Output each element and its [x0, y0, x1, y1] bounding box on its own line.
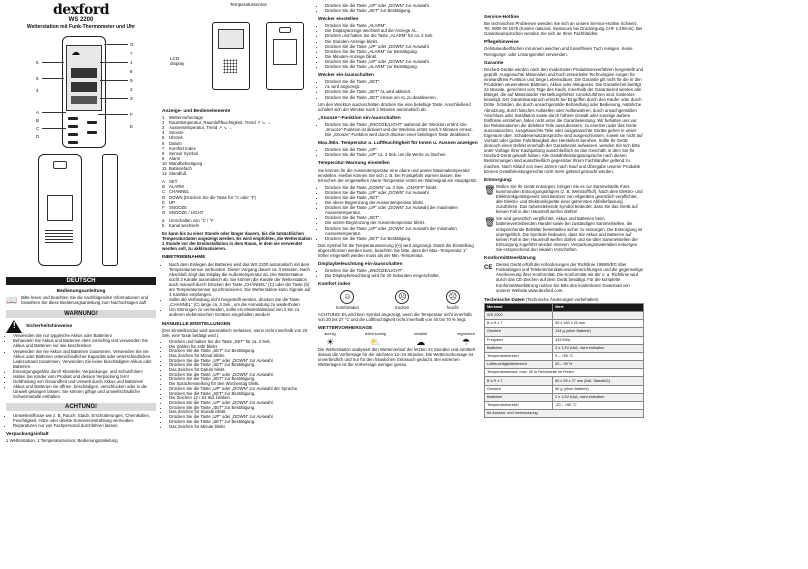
- speaker-grille: [45, 229, 73, 243]
- table-cell: 50 g (ohne Batterie): [553, 385, 644, 393]
- list-item: • Drücken Sie die Taste „SET“.: [325, 195, 478, 200]
- table-cell: 2 x 1,5V AAA, nicht enthalten: [553, 393, 644, 401]
- callout-line: [42, 62, 64, 63]
- table-row: [485, 336, 644, 344]
- list-item: • Drücken Sie die Taste „SET“ zur Bestätigung.: [325, 236, 478, 241]
- list-item: Uhrzeit: [169, 135, 183, 141]
- table-cell: B x H x T: [485, 377, 553, 385]
- list-item: • Die Zahlen für Jahr blinkt.: [169, 345, 312, 350]
- list-item: • Die Minuten-Anzeige blinkt.: [325, 54, 478, 59]
- list-number: 12: [162, 171, 167, 177]
- sensor-hanger: [279, 27, 291, 33]
- list-item: • Drücken Sie die Taste „SNOOZE/LIGHT“.: [325, 268, 478, 273]
- list-number: 1: [162, 115, 165, 121]
- column-3: [318, 3, 478, 370]
- callout-right: 8: [130, 69, 133, 74]
- smiley-sad-icon: ☹: [446, 290, 460, 304]
- outdoor-temp-digits: [71, 82, 97, 92]
- callout-left: 5: [36, 60, 39, 65]
- brand-logo: dexford: [52, 2, 110, 18]
- table-header-cell: Merkmal: [485, 303, 553, 311]
- komfort-item: [395, 290, 409, 310]
- table-cell: Temperaturbereich: [485, 402, 553, 410]
- acclimatize-note: Es kann bis zu einer Stunde oder länger dauern, bis die tatsächlichen Temperaturdaten angezeigt werden. Es wird empfohlen, die Wetterstation 1 Stunde vor der Erstinstallation in dem Raum, in dem sie verwendet werden soll, zu akklimatisieren.: [162, 231, 312, 252]
- list-item: • Gefährdung von Gesundheit und Umwelt durch Akkus und Batterien!: [13, 379, 156, 384]
- list-item: • Drücken Sie die Taste „ALARM“.: [325, 23, 478, 28]
- licht-list: [318, 268, 478, 278]
- table-cell: Gewicht: [485, 385, 553, 393]
- language-bar: DEUTSCH: [6, 277, 156, 285]
- station-button[interactable]: [68, 141, 78, 144]
- wetter-text: Die Wetterstation analysiert den Wetterverlauf der letzten 24 Stunden und ermittelt daraus die Vorhersage für die nächsten 12–24 Stunden. Die Wettervorhersage ist unverbindlich und nur für den häuslichen Gebrauch gedacht. Bei extremen Wetterlagen ist die Vorhersage weniger genau.: [318, 347, 475, 368]
- wall-mount-slot: [53, 161, 67, 169]
- wecker-list: [318, 23, 478, 69]
- forecast-cloud-icon: ☁: [71, 47, 80, 57]
- sun-cloud-icon: ⛅: [369, 337, 381, 348]
- forecast-item: [363, 332, 387, 347]
- wecker-heading: Wecker einstellen: [318, 17, 359, 23]
- table-cell: 134 g (ohne Batterie): [553, 328, 644, 336]
- callout-left: C: [36, 126, 40, 131]
- list-number: 10: [162, 160, 167, 166]
- sun-icon: ☀: [325, 337, 335, 348]
- smiley-happy-icon: ☺: [340, 290, 354, 304]
- list-item: • Drücken Sie die Taste „SET“.: [325, 215, 478, 220]
- sicherheit-heading: Sicherheitshinweise: [26, 324, 73, 330]
- wetter-icons: [318, 332, 478, 347]
- tech-table: [484, 303, 644, 419]
- table-row: [485, 402, 644, 410]
- anzeige-heading: Anzeige- und Bedienelemente: [162, 109, 231, 114]
- inbetrieb-list: [162, 262, 312, 318]
- komfort-label: komfortabel: [336, 304, 359, 310]
- tempalarm-list: [318, 185, 478, 241]
- inbetrieb-heading: INBETRIEBNAHME: [162, 255, 206, 261]
- maxmin-list: [318, 147, 478, 157]
- komfort-note: ACHTUNG! Es wird kein Symbol angezeigt, wenn die Temperatur nicht innerhalb von 20 bis 27 °C und die Luftfeuchtigkeit nicht innerhalb von 40 bis 70 % liegt.: [318, 311, 472, 322]
- battery-compartment: [47, 195, 73, 221]
- list-letter: A: [162, 179, 165, 185]
- list-item: • AL wird angezeigt.: [325, 84, 478, 89]
- callout-line: [42, 78, 64, 79]
- table-row: [485, 369, 644, 377]
- table-cell: 90 x 160 x 20 mm: [553, 320, 644, 328]
- table-header-cell: Wert: [553, 303, 644, 311]
- model-name: WS 2200: [68, 17, 94, 23]
- konform-block: [484, 262, 644, 293]
- list-item: • Die Stunden-Anzeige blinkt.: [325, 39, 478, 44]
- list-item: SNOOZE: [169, 204, 188, 210]
- table-row: [485, 328, 644, 336]
- list-item: Batteriefach: [169, 166, 192, 172]
- callout-right: 2: [130, 87, 133, 92]
- list-letter: a: [162, 217, 165, 223]
- forecast-label: regnerisch: [457, 331, 475, 336]
- warning-bar: WARNUNG!: [6, 310, 156, 318]
- warning-triangle-icon: !: [6, 320, 22, 333]
- table-cell: 0 – +50 °C: [553, 352, 644, 360]
- callout-right: 7: [130, 51, 133, 56]
- list-item: • Drücken Sie die Taste „SET“ zur Bestätigung.: [169, 406, 312, 411]
- manuelle-heading: MANUELLE EINSTELLUNGEN: [162, 321, 231, 327]
- callout-line: [98, 114, 128, 115]
- list-item: • Drücken Sie die Taste „UP“ oder „DOWN“ zur Auswahl der minimalen Aussentemperatur.: [325, 226, 478, 236]
- list-letter: C: [162, 189, 166, 195]
- list-item: • Das Zeichen für Datum blinkt.: [169, 368, 312, 373]
- table-cell: Batterien: [485, 393, 553, 401]
- list-item: • Drücken Sie die Taste „UP“ ca. 3 Sek. um die Werte zu löschen.: [325, 152, 478, 157]
- list-item: • Drücken Sie die Taste „SNOOZE/LIGHT“ während der Weckton ertönt. Die „Snooze“-Funktion ist aktiviert und der Weckton ertönt nach 5 Minuten erneut. Die „Snooze“-Funktion wird durch drücken einer beliebigen Taste deaktiviert.: [325, 122, 478, 137]
- list-item: • Drücken Sie die Taste „UP“ oder „DOWN“ zur Auswahl der maximalen Aussentemperatur.: [325, 205, 478, 215]
- station-display: [66, 45, 102, 111]
- callout-line: [42, 112, 66, 113]
- table-row: [485, 320, 644, 328]
- table-cell: 60 x 95 x 27 mm (inkl. Standfuß): [553, 377, 644, 385]
- list-letter: B: [162, 184, 165, 190]
- list-item: • Entsorgungsgefahr durch Kleinteile, Verpackungs- und Schutzfolien!: [13, 369, 156, 374]
- sensor-battery-compartment: [273, 39, 297, 65]
- table-cell: Temperatursensor, max. 30 m Reichweite im Freien: [485, 369, 644, 377]
- table-cell: Gewicht: [485, 328, 553, 336]
- table-row: [485, 352, 644, 360]
- station-front-illustration: [62, 36, 106, 148]
- list-item: • Drücken Sie die Taste „ALARM“ zur Bestätigung.: [325, 49, 478, 54]
- list-item: • Drücken Sie die Taste „UP“ oder „DOWN“ zur Auswahl.: [325, 59, 478, 64]
- list-item: Raumtemperatur, Raumluftfeuchtigkeit, Trend ↗ ↘ →: [169, 120, 271, 126]
- station-button[interactable]: [68, 133, 78, 136]
- list-letter: F: [162, 204, 165, 210]
- callout-right: G: [130, 42, 134, 47]
- list-number: 5: [162, 135, 165, 141]
- table-row: [485, 385, 644, 393]
- station-button[interactable]: [87, 121, 97, 124]
- sensor-front-illustration: [212, 22, 250, 90]
- callout-left: 6: [36, 76, 39, 81]
- garantie-text: Dexford-Geräte werden nach den modernsten Produktionsverfahren hergestellt und geprüft. Ausgesuchte Materialien und hoch entwickelte Technologien sorgen für einwandfreie Funktion und lange Lebensdauer. Die Garantie gilt nicht für die in den Produkten verwendeten Batterien, Akkus oder Akkupacks. Die Garantiezeit beträgt 24 Monate, gerechnet vom Tage des Kaufs. Innerhalb der Garantiezeit werden alle Mängel, die auf Materialoder Herstellungsfehler zurückzuführen sind, kostenlos beseitigt. Der Garantieanspruch erlischt bei Eingriffen durch den Käufer oder durch Dritte. Schäden, die durch unsachgemäße Behandlung oder Bedienung, natürliche Abnutzung, durch falsches Aufstellen oder Aufbewahren, durch unsachgemäßen Anschluss oder Installation sowie durch höhere Gewalt oder sonstige äußere Einflüsse entstehen, fallen nicht unter die Garantieleistung. Wir behalten uns vor, bei Reklamationen die defekten Teile auszubessern, zu ersetzen oder das Gerät auszutauschen. Ausgetauschte Teile oder ausgetauschte Geräte gehen in unser Eigentum über. Schadenersatzansprüche sind ausgeschlossen, soweit sie nicht auf Vorsatz oder grober Fahrlässigkeit des Herstellers beruhen. Sollte Ihr Gerät dennoch einen Defekt innerhalb der Garantiezeit aufweisen, wenden Sie sich bitte unter Vorlage Ihrer Kaufquittung ausschließlich an das Geschäft, in dem Sie Ihr Dexford-Gerät gekauft haben. Alle Gewährleistungsansprüche nach diesen Bestimmungen sind ausschließlich gegenüber Ihrem Fachhändler geltend zu machen. Nach Ablauf von zwei Jahren nach Kauf und Übergabe unserer Produkte können Gewährleistungsrechte nicht mehr geltend gemacht werden.: [484, 66, 644, 174]
- list-item: SET: [169, 179, 178, 185]
- entsorgung-block-2: [484, 216, 644, 252]
- forecast-item: [454, 332, 478, 347]
- maxmin-heading: Max./Min. Temperatur u. Luftfeuchtigkeit für Innen u. Aussen anzeigen: [318, 141, 478, 147]
- column-1: [6, 0, 156, 445]
- garantie-heading: Garantie: [484, 60, 504, 66]
- table-cell: 2 x 1,5V AAA, nicht enthalten: [553, 344, 644, 352]
- list-letter: G: [162, 209, 166, 215]
- table-cell: Temperaturbereich: [485, 352, 553, 360]
- list-item: • Drücken Sie die Taste „UP“ oder „DOWN“ zur Auswahl.: [169, 401, 312, 406]
- list-item: Snooze: [169, 130, 184, 136]
- list-number: 8: [162, 150, 165, 156]
- tech-heading: Technische Daten: [484, 297, 525, 303]
- komfort-icons: [318, 290, 478, 310]
- list-item: • Drücken Sie die Taste „UP“ oder „DOWN“ zur Auswahl.: [169, 415, 312, 420]
- table-cell: für Aussen- und Innennutzung: [485, 410, 644, 418]
- list-number: 7: [162, 145, 165, 151]
- list-item: • Drücken Sie die Taste „SET“.: [325, 79, 478, 84]
- callout-line: [100, 62, 128, 63]
- tempalarm-note: Das Symbol für die Temperaturwarnung ((•)) wird angezeigt. Damit die Einstellung abgeschlossen werden kann, beachten Sie bitte, dass der Max.-Temperatur 1° höher eingestellt werden muss als der Min.-Temperatur.: [318, 242, 474, 259]
- crossed-bin-battery-icon: 🗑: [484, 217, 496, 228]
- tech-heading-note: (Technische Änderungen vorbehalten): [525, 296, 599, 302]
- table-cell: Frequenz: [485, 336, 553, 344]
- list-item: • Drücken Sie die Taste „UP“ oder „DOWN“ zur Auswahl.: [169, 373, 312, 378]
- callout-right: 3: [130, 96, 133, 101]
- station-button[interactable]: [87, 131, 97, 134]
- list-item: Aussentemperatur, Trend ↗ ↘ →: [169, 125, 233, 131]
- list-item: • Drücken Sie die Taste „ALARM“ zur Bestätigung.: [325, 64, 478, 69]
- list-item: • Drücken und halten Sie die Taste „SET“ für ca. 2 Sek.: [169, 340, 312, 345]
- top-continuation-list: [318, 3, 478, 13]
- station-side-illustration: [102, 154, 118, 266]
- komfort-item: [336, 290, 358, 310]
- pflege-text: Gehäuseoberflächen mit einem weichen und fusselfreien Tuch reinigen. Keine Reinigungs- oder Lösungsmittel verwenden.: [484, 46, 633, 57]
- forecast-item: [318, 332, 342, 347]
- forecast-item: [409, 332, 433, 347]
- list-item: • Behandeln Sie Akkus und Batterien stets vorsichtig und verwenden Sie Akkus und Batterien nur wie beschrieben.: [13, 338, 156, 348]
- sensor-figure: [162, 0, 312, 105]
- table-cell: [553, 311, 644, 319]
- achtung-bar: ACHTUNG!: [6, 403, 156, 411]
- konform-heading: Konformitätserklärung: [484, 256, 536, 262]
- table-row: [485, 377, 644, 385]
- list-item: • Drücken Sie die Taste „SET“ zur Bestätigung.: [169, 377, 312, 382]
- list-number: 11: [162, 166, 167, 172]
- list-item: • Die obere Begrenzung der Aussentemperatur blinkt.: [325, 200, 478, 205]
- book-icon: 📖: [6, 295, 18, 306]
- list-item: • Drücken Sie die Taste „UP“ oder „DOWN“ zur Auswahl.: [325, 190, 478, 195]
- callout-line: [42, 128, 66, 129]
- list-number: 6: [162, 140, 165, 146]
- entsorgung-text-2: Sie sind gesetzlich verpflichtet, Akkus und Batterien beim batterievertreibenden Handel sowie bei zuständigen Sammelstellen, die entsprechende Behälter bereitstellen sicher zu entsorgen. Die Entsorgung ist unentgeltlich. Die Symbole bedeuten, dass Sie Akkus und Batterien auf keinen Fall in den Hausmüll werfen dürfen und sie über Sammelstellen der Entsorgung zugeführt werden müssen. Verpackungsmaterialien entsorgen Sie entsprechend den lokalen Vorschriften.: [496, 216, 643, 252]
- list-item: • Nach dem Einlegen der Batterien wird das WS 2200 automatisch mit dem Temperatursensor verbunden. Dieser Vorgang dauert ca. 3 Minuten. Nach Abschluß zeigt das Display die Außentemperatur an. Die Wetterstation sucht 3 Kanäle automatisch ab. Sie können die Kanäle der Wetterstation auch manuell durch Drücken der Taste „CHANNEL“ (C) oder der Taste (b) am Temperatursensor synchronisieren. Die Wetterstation kann Signale auf 3 Kanälen empfangen.: [169, 262, 312, 298]
- table-row: [485, 344, 644, 352]
- list-item: Wandbefestigung: [169, 160, 203, 166]
- crossed-bin-icon: 🗑: [484, 184, 496, 195]
- list-letter: D: [162, 194, 166, 200]
- list-item: Kanal wechseln: [169, 222, 200, 228]
- sensor-vent: [223, 59, 237, 73]
- list-item: • Das Zeichen für Stunde blinkt.: [169, 410, 312, 415]
- callout-left: D: [36, 134, 40, 139]
- table-row: [485, 311, 644, 319]
- list-item: DOWN (Drücken Sie die Taste für °C oder °F): [169, 194, 256, 200]
- manuelle-intro: (Der Einstellmodus wird automatisch verlassen, wenn nicht innerhalb von 20 Sek. eine Taste betätigt wird.): [162, 327, 308, 338]
- callout-line: [104, 44, 128, 45]
- list-item: • Drücken Sie die Taste „SET“ zur Bestätigung.: [169, 363, 312, 368]
- lieferumfang-text: 1 Wetterstation, 1 Temperatursensor, Bedienungsanleitung: [6, 437, 118, 443]
- komfort-item: [446, 290, 460, 310]
- forecast-label: sonnig: [324, 331, 336, 336]
- service-text: Bei technischen Problemen wenden Sie sich an unsere Service-Hotline Schweiz. Tel. 0900 00 1675 (Kosten national, Swisscom bei Drucklegung CHF 2,49/min). Bei Garantieansprüchen wenden Sie sich an Ihren Fachhändler.: [484, 21, 643, 37]
- callout-line: [100, 98, 128, 99]
- list-item: • Drücken Sie die Taste „SET“ zur Bestätigung.: [169, 420, 312, 425]
- list-item: • Drücken und halten Sie die Taste „ALARM“ für ca. 2 Sek.: [325, 33, 478, 38]
- tempalarm-heading: Temperatur-Warnung einstellen: [318, 161, 390, 167]
- list-item: • Die Displayanzeige wechselt auf die Anzeige AL.: [325, 28, 478, 33]
- list-item: • Um Störungen zu vermeiden, sollte ein Mindestabstand von 2,5m zu anderen elektronischen Geräten eingehalten werden!: [169, 307, 312, 317]
- snooze-heading: „Snooze“-Funktion ein-/ausschalten: [318, 115, 401, 121]
- forecast-label: leicht sonnig: [364, 331, 386, 336]
- table-cell: -20 – +60 °C: [553, 402, 644, 410]
- list-item: Alarm: [169, 155, 181, 161]
- forecast-label: bewölkt: [414, 331, 428, 336]
- entsorgung-text-1: Wollen Sie Ihr Gerät entsorgen, bringen Sie es zur Sammelstelle Ihres kommunalen Entsorgungsträgers (z. B. Wertstoffhof). Nach dem Elektro- und Elektronikgerätegesetz sind Besitzer von Altgeräten gesetzlich verpflichtet, alte Elektro- und Elektronikgeräte einer getrennten Abfallerfassung zuzuführen. Das nebenstehende Symbol bedeutet, dass Sie das Gerät auf keinen Fall in den Hausmüll werfen dürfen!: [496, 183, 643, 215]
- table-cell: 433 MHz: [553, 336, 644, 344]
- list-item: • Drücken Sie die Taste „SET“ AL wird aktiviert.: [325, 89, 478, 94]
- list-item: Datum: [169, 140, 182, 146]
- lieferumfang-heading: Verpackungsinhalt: [6, 431, 49, 437]
- list-item: • Reparaturen nur von Fachpersonal durchführen lassen.: [13, 423, 156, 428]
- weckeraus-list: [318, 79, 478, 99]
- column-4: [484, 15, 644, 418]
- list-item: • Drücken Sie die Taste „UP“ oder „DOWN“ zur Auswahl.: [169, 359, 312, 364]
- list-item: • Drücken Sie die Taste „SET“ zur Bestätigung.: [169, 349, 312, 354]
- cloud-icon: ☁: [416, 337, 426, 348]
- table-row: [485, 393, 644, 401]
- station-button[interactable]: [68, 117, 78, 120]
- sensor-label: Temperatursensor: [230, 2, 268, 7]
- table-cell: Batterien: [485, 344, 553, 352]
- station-button[interactable]: [68, 125, 78, 128]
- sensor-back-illustration: [266, 22, 304, 90]
- list-item: Komfort Index: [169, 145, 196, 151]
- list-number: 4: [162, 130, 165, 136]
- pflege-heading: Pflegehinweise: [484, 40, 519, 46]
- list-item: • Die Sprachenstellung für den Wochentag blinkt.: [169, 382, 312, 387]
- entsorgung-block-1: [484, 184, 644, 215]
- callout-right: 1: [130, 60, 133, 65]
- list-item: • Das Zeichen für Monat blinkt.: [169, 354, 312, 359]
- achtung-list: [6, 413, 156, 428]
- station-back-figure: [6, 152, 156, 274]
- licht-heading: Displaybeleuchtung ein-/ausschalten: [318, 262, 403, 268]
- table-cell: WS 2200: [485, 311, 553, 319]
- callout-right: 9: [130, 78, 133, 83]
- list-item: CHANNEL: [169, 189, 190, 195]
- tempalarm-intro: Sie können für die Aussentemperatur eine obere und untere Maximaltemperatur einstellen. Hierbei können Sie sich z. B. bei Frostgefahr warnen lassen. Bei Erreichen der eingestellten Alarm-Temperatur ertönt ein Warnsignal am Hauptgerät.: [318, 167, 477, 183]
- list-item: ALARM: [169, 184, 184, 190]
- komfort-label: feucht: [446, 304, 459, 310]
- table-header-row: [485, 303, 644, 311]
- sensor-display: [218, 29, 244, 49]
- list-number: 9: [162, 155, 165, 161]
- list-number: 3: [162, 125, 165, 131]
- entsorgung-heading: Entsorgung:: [484, 177, 513, 183]
- list-item: Sensor Symbol: [169, 150, 199, 156]
- list-letter: E: [162, 199, 165, 205]
- callout-left: 4: [36, 88, 39, 93]
- list-item: • Drücken Sie die Taste „SET“ zur Bestätigung.: [169, 392, 312, 397]
- list-item: • Drücken Sie die Taste „SET“ zur Bestätigung.: [325, 8, 478, 13]
- list-item: Standfuß: [169, 171, 187, 177]
- komfort-heading: Komfort index: [318, 282, 351, 288]
- sensor-button-list: [162, 218, 312, 228]
- clock-digits: [71, 96, 97, 104]
- rain-icon: ☂: [461, 337, 471, 348]
- list-item: • Umwelteinflüsse wie z. B. Rauch, Staub, Erschütterungen, Chemikalien, Feuchtigkeit, Hitze oder direkte Sonneneinstrahlung vermeiden.: [13, 413, 156, 423]
- list-letter: b: [162, 222, 165, 228]
- snooze-list: [318, 122, 478, 137]
- table-cell: Luftfeuchtigkeitsbereich: [485, 361, 553, 369]
- station-front-figure: [6, 30, 156, 152]
- service-heading: Service-Hotline: [484, 15, 519, 20]
- list-item: Wettervorhersage: [169, 115, 204, 121]
- list-item: • Drücken Sie die Taste „UP“.: [325, 147, 478, 152]
- station-back-illustration: [38, 154, 82, 266]
- list-item: • Drücken Sie die Taste „SET“ erneut um AL zu deaktivieren.: [325, 95, 478, 100]
- list-item: • Drücken Sie die Taste „UP“ oder „DOWN“ zur Auswahl.: [325, 3, 478, 8]
- bedienungsanleitung-text: Bitte lesen und beachten Sie die nachfolgenden Informationen und bewahren Sie diese Bedienungsanleitung zum Nachschlagen auf!: [21, 295, 149, 306]
- list-item: • Drücken Sie die Taste „DOWN“ ca. 3 Sek. „ON/OFF“ blinkt.: [325, 185, 478, 190]
- callout-left: B: [36, 118, 40, 123]
- konform-text: Dieses Gerät erfüllt die Anforderungen der Richtlinie 1999/5/EG über Funkanlagen und Telekommunikationsendeinrichtungen und die gegenseitige Anerkennung ihrer Konformität. Die Konformität mit der o. a. Richtlinie wird durch das CE-Zeichen auf dem Gerät bestätigt. Für die komplette Konformitätserklärung nutzen Sie bitte den kostenlosen Download von unserer Website www.dexford.com.: [496, 262, 644, 293]
- list-item: • Die untere Begrenzung der Aussentemperatur blinkt.: [325, 220, 478, 225]
- list-item: • Drücken Sie die Taste „UP“ oder „DOWN“ zur Auswahl.: [325, 44, 478, 49]
- callout-right: F: [130, 112, 133, 117]
- smiley-sad-icon: ☹: [395, 290, 409, 304]
- ce-mark-icon: CE: [484, 265, 493, 272]
- callout-line: [100, 80, 128, 81]
- lcd-display-label: LCD display: [170, 56, 185, 67]
- wetter-heading: WETTERVORHERSAGE: [318, 325, 373, 331]
- list-item: • Halten Sie Kinder vom Produkt und dessen Verpackung fern!: [13, 374, 156, 379]
- list-item: SNOOZE / LIGHT: [169, 209, 204, 215]
- table-cell: B x H x T: [485, 320, 553, 328]
- callout-right: E: [130, 124, 134, 129]
- list-item: • Verwenden Sie nur typgleiche Akkus oder Batterien!: [13, 333, 156, 338]
- list-item: • Die Zeichen 12 / 24 Std. blinken.: [169, 396, 312, 401]
- list-item: • Das Zeichen für Minute blinkt.: [169, 425, 312, 430]
- table-row: [485, 410, 644, 418]
- display-element-list: [162, 115, 312, 176]
- list-item: • Sollte die Verbindung nicht hergestellt werden, drücken Sie die Taste „CHANNEL“ (C) lange ca. 3 Sek., um die Anmeldung zu wiederholen.: [169, 297, 312, 307]
- column-2: [162, 0, 312, 431]
- sicherheit-list: [6, 333, 156, 399]
- list-item: UP: [169, 199, 175, 205]
- weckeraus-heading: Wecker ein-/ausschalten: [318, 73, 374, 79]
- manual-subtitle: Wetterstation mit Funk-Thermometer und Uhr: [26, 24, 136, 30]
- weckeraus-note: Um den Weckton auszuschalten drücken Sie eine beliebige Taste. Anschließend schaltet sich der Wecker nach 2 Minuten automatisch ab.: [318, 101, 471, 112]
- manuelle-list: [162, 340, 312, 429]
- list-item: • Drücken Sie die Taste „UP“ oder „DOWN“ zur Auswahl der Sprache.: [169, 387, 312, 392]
- indoor-temp-digits: [71, 68, 97, 78]
- list-item: • Die Displaybeleuchtung wird für 20 Sekunden eingeschaltet.: [325, 273, 478, 278]
- table-cell: 20 – 90 %: [553, 361, 644, 369]
- list-item: • Akkus und Batterien nie öffnen, beschädigen, verschlucken oder in die Umwelt gelangen lassen. Sie können giftige und umweltschädliche Schwermetalle enthalten.: [13, 384, 156, 399]
- bedienungsanleitung-heading: Bedienungsanleitung: [56, 289, 106, 294]
- list-item: • Verwenden Sie nie Akkus und Batterien zusammen. Verwenden Sie nie Akkus oder Batterien unterschiedlicher Kapazität oder unterschiedlichen Ladezustand zusammen. Verwenden Sie keine beschädigten Akkus oder Batterien.: [13, 349, 156, 369]
- table-row: [485, 361, 644, 369]
- list-number: 2: [162, 120, 165, 126]
- callout-left: A: [36, 110, 40, 115]
- button-list: [162, 179, 312, 215]
- komfort-label: trocken: [395, 304, 410, 310]
- list-item: Umschalten von °C / °F: [169, 217, 214, 223]
